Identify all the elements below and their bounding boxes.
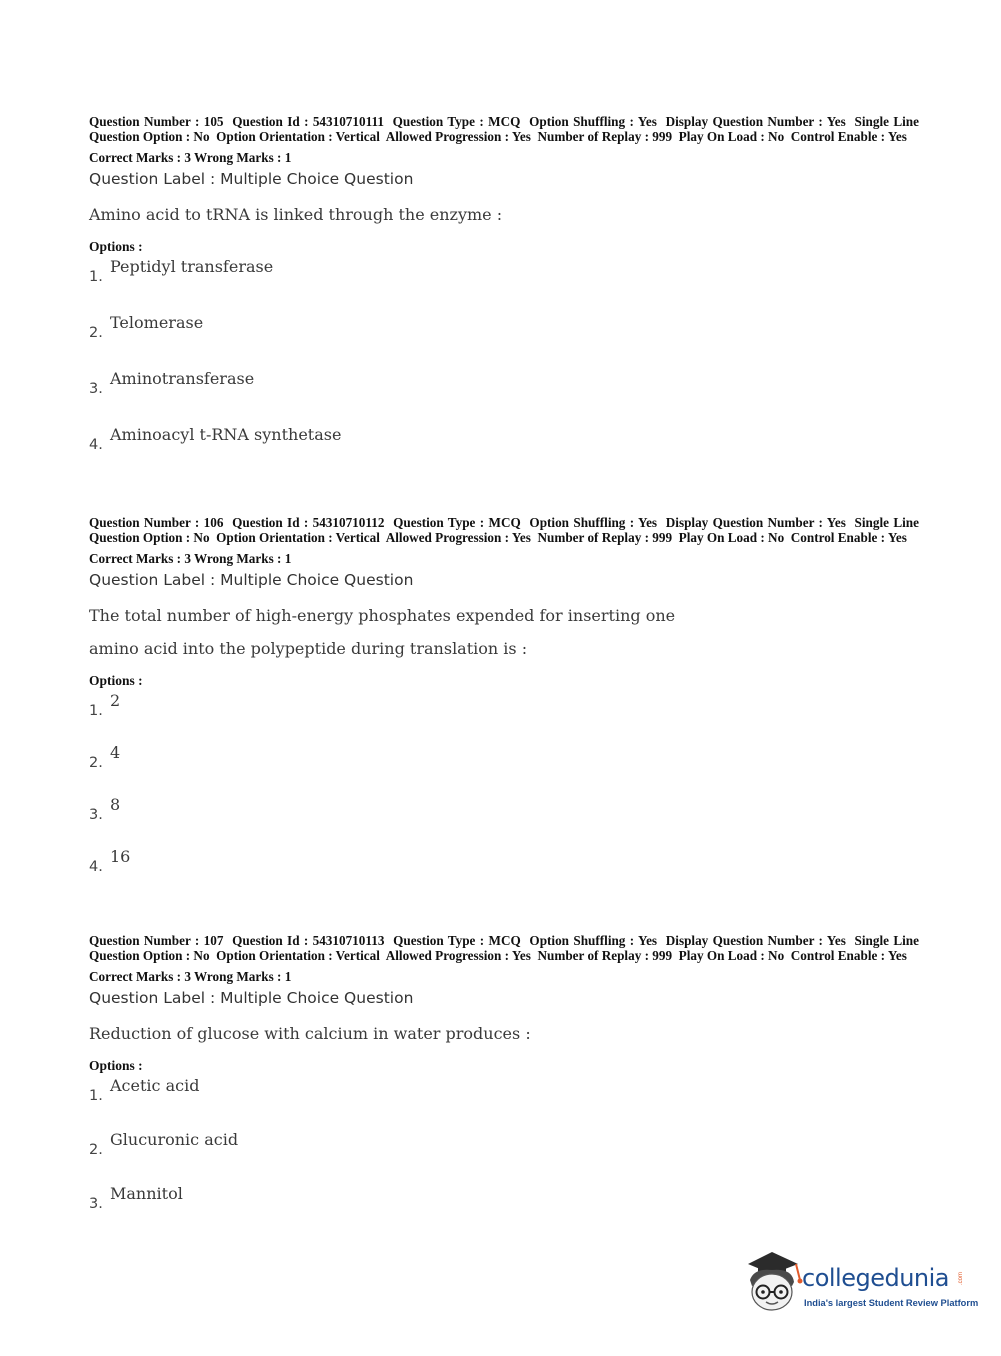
logo-domain-suffix: .com xyxy=(958,1272,964,1286)
option-text: 8 xyxy=(110,795,121,815)
option-text: Aminotransferase xyxy=(110,369,255,389)
question-label: Question Label : Multiple Choice Question xyxy=(89,170,414,189)
question-label: Question Label : Multiple Choice Question xyxy=(89,571,414,590)
option-number: 1. xyxy=(89,269,103,286)
option-4[interactable] xyxy=(89,847,919,899)
option-text: 2 xyxy=(110,691,121,711)
option-1[interactable] xyxy=(89,691,919,743)
option-3[interactable] xyxy=(89,1184,919,1238)
option-2[interactable] xyxy=(89,1130,919,1184)
option-number: 2. xyxy=(89,755,103,772)
option-number: 2. xyxy=(89,1142,103,1159)
options-heading: Options : xyxy=(89,1058,143,1074)
option-text: Acetic acid xyxy=(110,1076,200,1096)
question-meta: Question Number : 107 Question Id : 54310710113 Question Type : MCQ Option Shuffling : Yes Display Question Number : Yes Single Line Question Option : No Option Orientation : Vertical Allowed Progression : Yes Number of Replay : 999 Play On Load : No Control Enable : Yes xyxy=(89,933,923,963)
option-1[interactable] xyxy=(89,1076,919,1130)
option-text: Telomerase xyxy=(110,313,204,333)
question-107 xyxy=(89,933,923,1238)
option-number: 2. xyxy=(89,325,103,342)
option-number: 3. xyxy=(89,381,103,398)
option-number: 1. xyxy=(89,1088,103,1105)
option-text: Glucuronic acid xyxy=(110,1130,239,1150)
option-text: Aminoacyl t-RNA synthetase xyxy=(110,425,342,445)
question-text: The total number of high-energy phosphates expended for inserting one amino acid into the polypeptide during translation is : xyxy=(89,606,676,659)
option-2[interactable] xyxy=(89,313,919,369)
option-4[interactable] xyxy=(89,425,919,481)
question-text: Amino acid to tRNA is linked through the enzyme : xyxy=(89,205,503,225)
option-3[interactable] xyxy=(89,369,919,425)
logo-tagline: India's largest Student Review Platform xyxy=(804,1298,979,1308)
option-number: 3. xyxy=(89,1196,103,1213)
option-text: Peptidyl transferase xyxy=(110,257,274,277)
question-marks: Correct Marks : 3 Wrong Marks : 1 xyxy=(89,150,292,166)
question-106 xyxy=(89,515,923,899)
option-number: 4. xyxy=(89,859,103,876)
question-meta: Question Number : 106 Question Id : 54310710112 Question Type : MCQ Option Shuffling : Yes Display Question Number : Yes Single Line Question Option : No Option Orientation : Vertical Allowed Progression : Yes Number of Replay : 999 Play On Load : No Control Enable : Yes xyxy=(89,515,923,545)
question-text: Reduction of glucose with calcium in water produces : xyxy=(89,1024,531,1044)
option-text: 16 xyxy=(110,847,131,867)
option-number: 1. xyxy=(89,703,103,720)
option-2[interactable] xyxy=(89,743,919,795)
mascot-icon xyxy=(742,1250,804,1314)
option-number: 3. xyxy=(89,807,103,824)
logo-brand: collegedunia xyxy=(802,1264,950,1292)
option-number: 4. xyxy=(89,437,103,454)
option-text: 4 xyxy=(110,743,121,763)
option-1[interactable] xyxy=(89,257,919,313)
option-3[interactable] xyxy=(89,795,919,847)
question-meta: Question Number : 105 Question Id : 54310710111 Question Type : MCQ Option Shuffling : Yes Display Question Number : Yes Single Line Question Option : No Option Orientation : Vertical Allowed Progression : Yes Number of Replay : 999 Play On Load : No Control Enable : Yes xyxy=(89,114,923,144)
question-105 xyxy=(89,114,923,481)
question-label: Question Label : Multiple Choice Question xyxy=(89,989,414,1008)
option-text: Mannitol xyxy=(110,1184,183,1204)
options-heading: Options : xyxy=(89,239,143,255)
question-marks: Correct Marks : 3 Wrong Marks : 1 xyxy=(89,551,292,567)
collegedunia-logo[interactable] xyxy=(742,1250,979,1320)
question-marks: Correct Marks : 3 Wrong Marks : 1 xyxy=(89,969,292,985)
options-heading: Options : xyxy=(89,673,143,689)
